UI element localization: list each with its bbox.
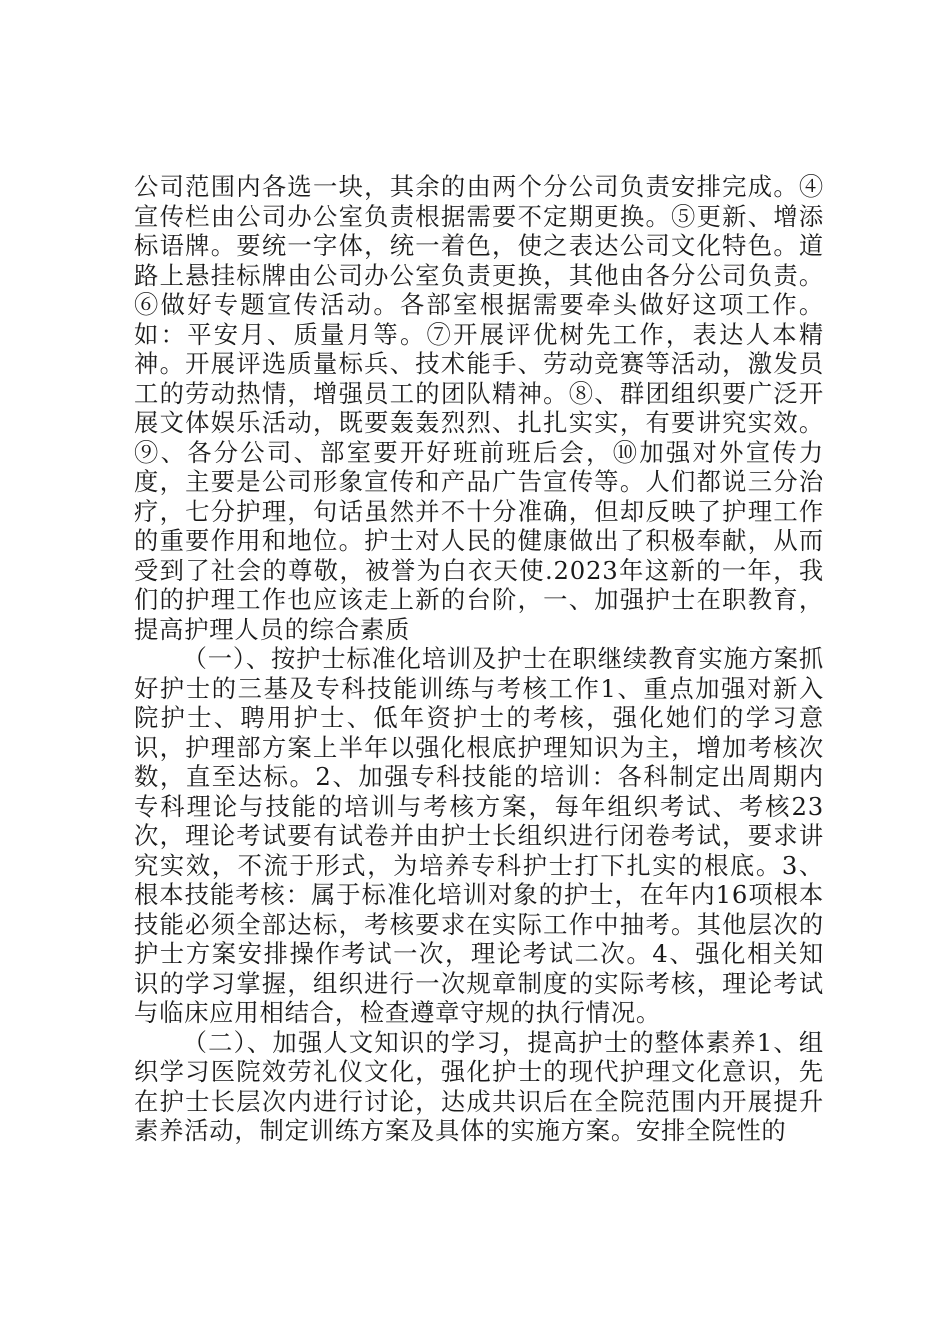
- paragraph-continuation: 公司范围内各选一块，其余的由两个分公司负责安排完成。④宣传栏由公司办公室负责根据需要不定期更换。⑤更新、增添标语牌。要统一字体，统一着色，使之表达公司文化特色。道路上悬挂标牌由公司办公室负责更换，其他由各分公司负责。⑥做好专题宣传活动。各部室根据需要牵头做好这项工作。如：平安月、质量月等。⑦开展评优树先工作，表达人本精神。开展评选质量标兵、技术能手、劳动竞赛等活动，激发员工的劳动热情，增强员工的团队精神。⑧、群团组织要广泛开展文体娱乐活动，既要轰轰烈烈、扎扎实实，有要讲究实效。⑨、各分公司、部室要开好班前班后会，⑩加强对外宣传力度，主要是公司形象宣传和产品广告宣传等。人们都说三分治疗，七分护理，句话虽然并不十分准确，但却反映了护理工作的重要作用和地位。护士对人民的健康做出了积极奉献，从而受到了社会的尊敬，被誉为白衣天使.2023年这新的一年，我们的护理工作也应该走上新的台阶，一、加强护士在职教育，提高护理人员的综合素质: [134, 172, 824, 644]
- paragraph-section-2: （二）、加强人文知识的学习，提高护士的整体素养1、组织学习医院效劳礼仪文化，强化护士的现代护理文化意识，先在护士长层次内进行讨论，达成共识后在全院范围内开展提升素养活动，制定训练方案及具体的实施方案。安排全院性的: [134, 1027, 824, 1145]
- document-body: [134, 172, 824, 1146]
- paragraph-section-1: （一）、按护士标准化培训及护士在职继续教育实施方案抓好护士的三基及专科技能训练与考核工作1、重点加强对新入院护士、聘用护士、低年资护士的考核，强化她们的学习意识，护理部方案上半年以强化根底护理知识为主，增加考核次数，直至达标。2、加强专科技能的培训：各科制定出周期内专科理论与技能的培训与考核方案，每年组织考试、考核23次，理论考试要有试卷并由护士长组织进行闭卷考试，要求讲究实效，不流于形式，为培养专科护士打下扎实的根底。3、根本技能考核：属于标准化培训对象的护士，在年内16项根本技能必须全部达标，考核要求在实际工作中抽考。其他层次的护士方案安排操作考试一次，理论考试二次。4、强化相关知识的学习掌握，组织进行一次规章制度的实际考核，理论考试与临床应用相结合，检查遵章守规的执行情况。: [134, 644, 824, 1027]
